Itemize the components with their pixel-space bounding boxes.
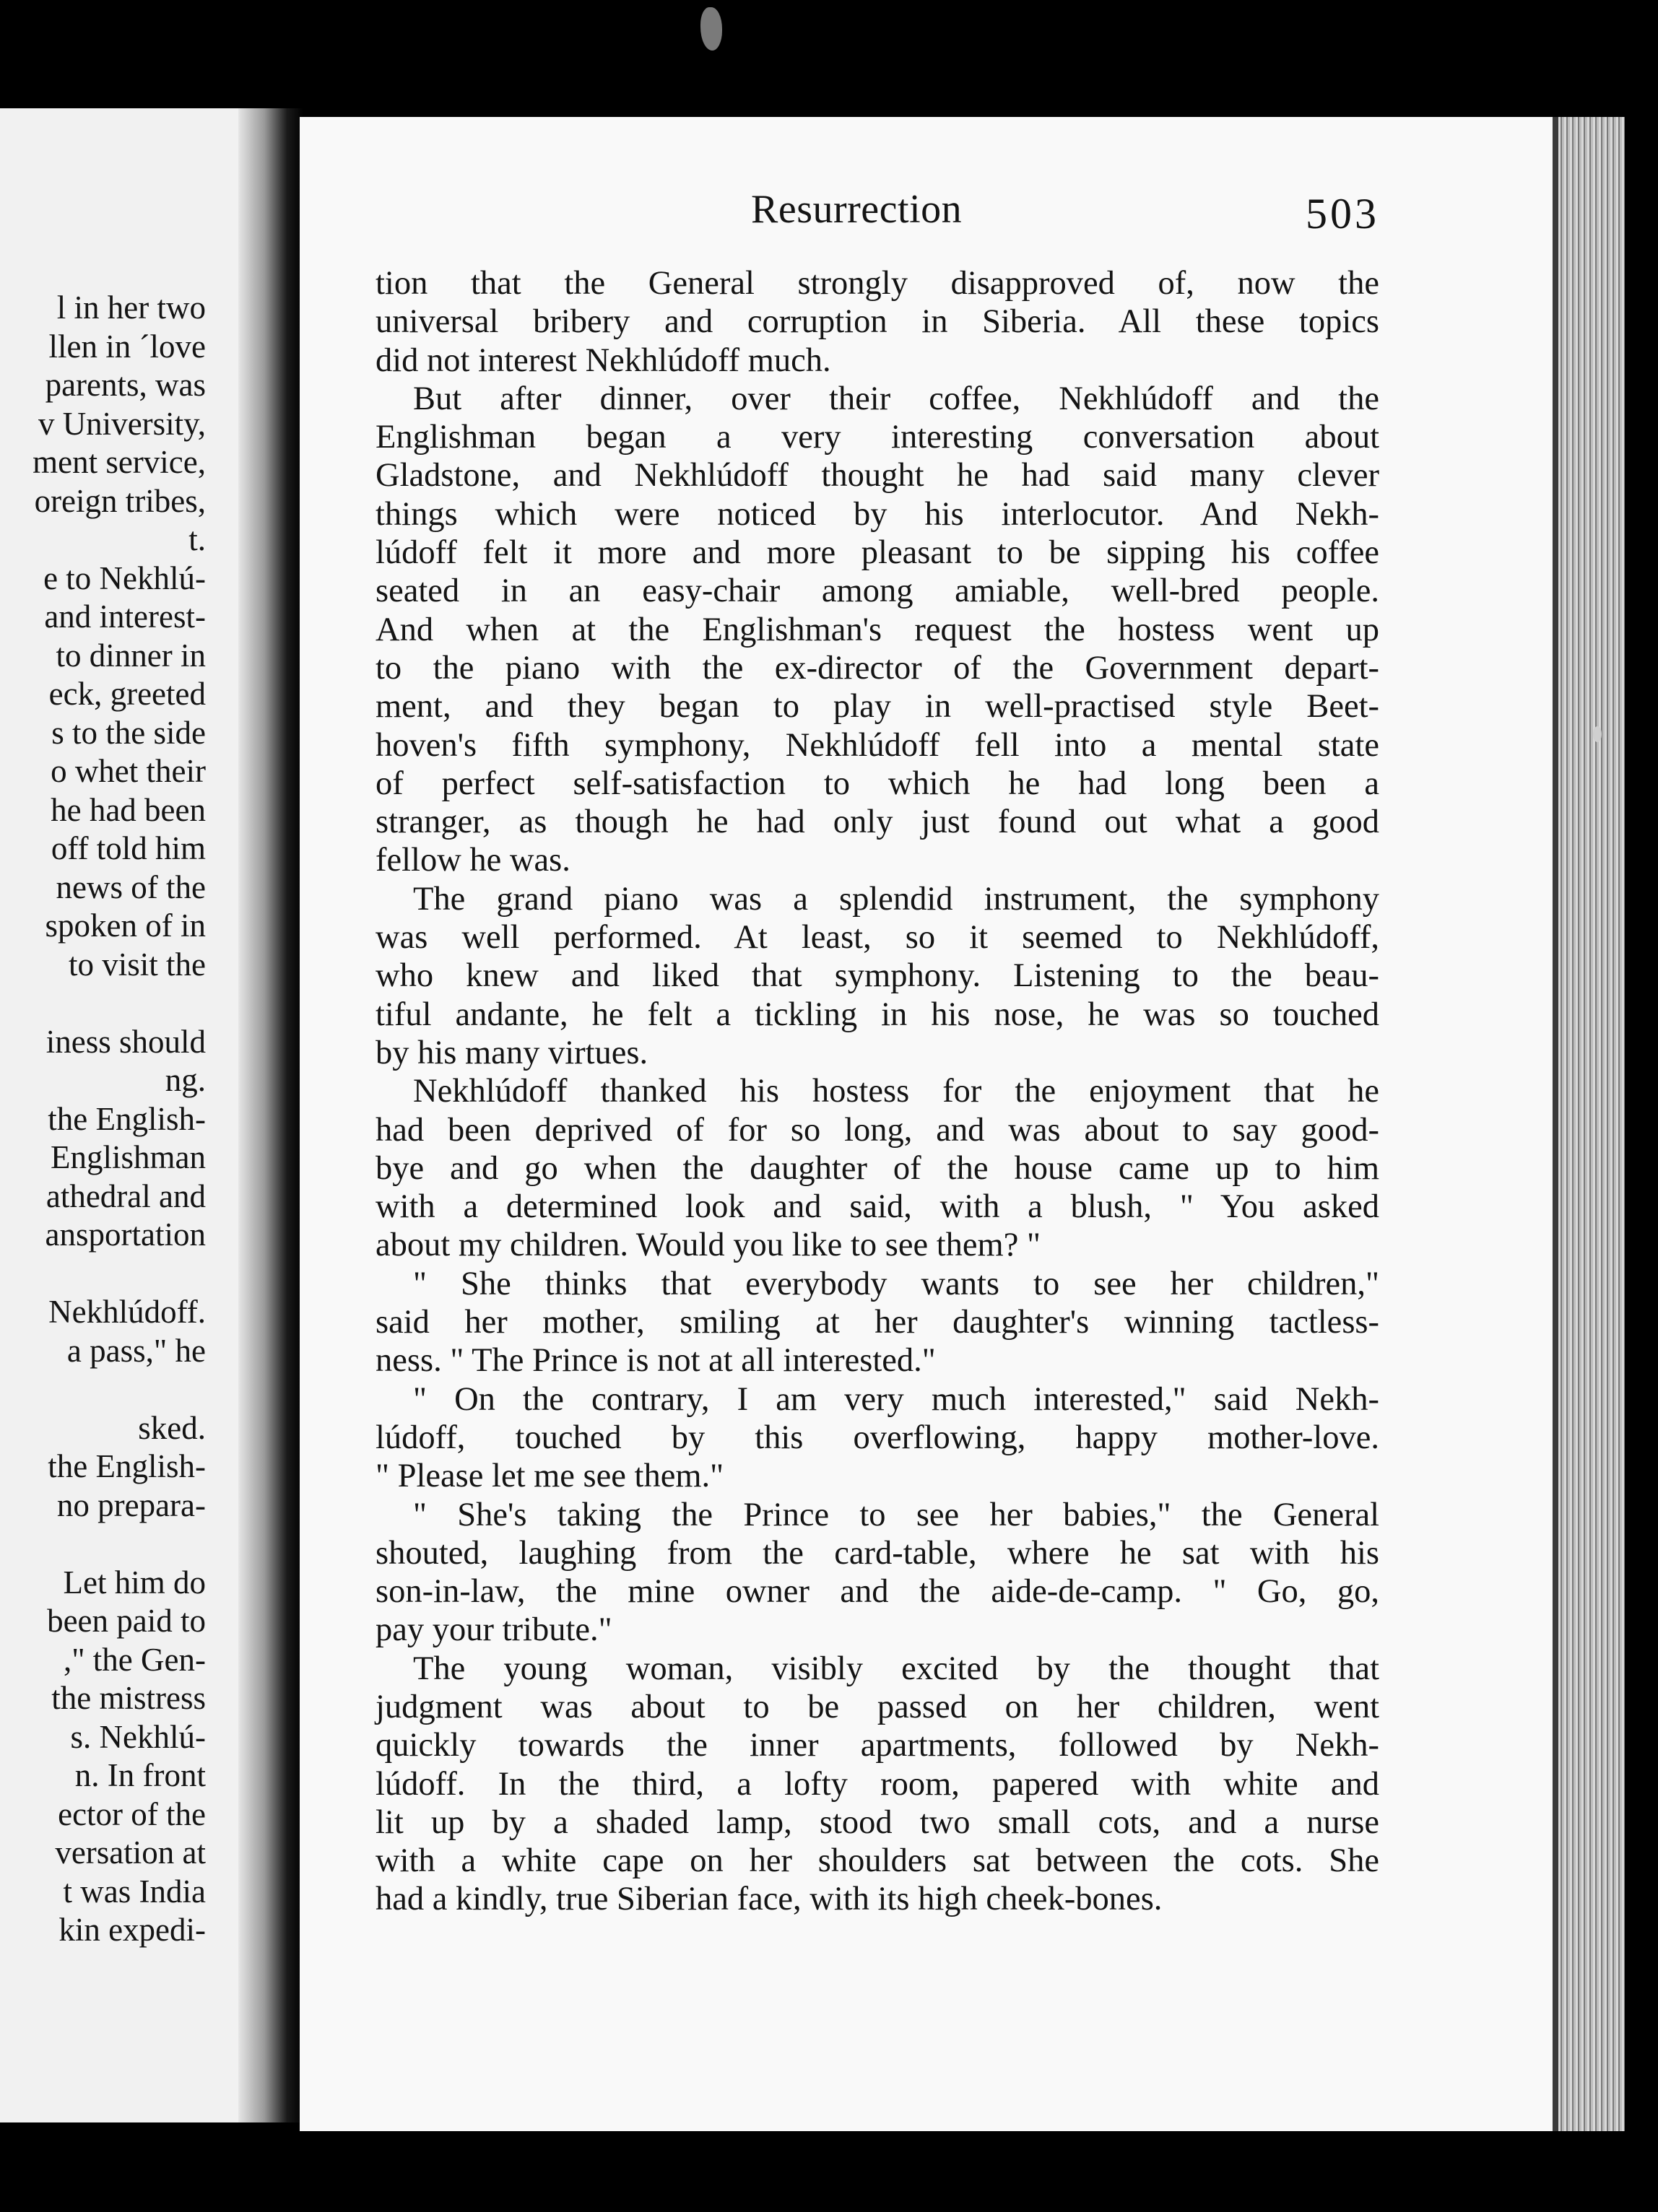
previous-page — [0, 108, 249, 2122]
text-line: to the piano with the ex-director of the Government depart- — [376, 649, 1379, 687]
text-line: with a white cape on her shoulders sat between the cots. She — [376, 1842, 1379, 1880]
previous-page-line: Englishman — [51, 1139, 206, 1175]
text-line: stranger, as though he had only just found out what a good — [376, 804, 1379, 841]
text-line: " On the contrary, I am very much interested," said Nekh- — [413, 1380, 1379, 1418]
text-line: son-in-law, the mine owner and the aide-de-camp. " Go, go, — [376, 1573, 1379, 1611]
text-line: tion that the General strongly disapproved of, now the — [376, 265, 1379, 302]
previous-page-line: llen in ˊlove — [48, 328, 206, 365]
previous-page-line: ng. — [165, 1062, 206, 1098]
text-line: said her mother, smiling at her daughter's winning tactless- — [376, 1304, 1379, 1341]
scan-speck — [700, 7, 722, 51]
previous-page-line — [0, 984, 206, 1023]
previous-page-line: t was India — [63, 1873, 206, 1910]
text-line: " Please let me see them." — [376, 1458, 724, 1495]
previous-page-line: spoken of in — [45, 907, 206, 944]
text-line: universal bribery and corruption in Siberia. All these topics — [376, 303, 1379, 341]
text-line: things which were noticed by his interlocutor. And Nekh- — [376, 495, 1379, 533]
previous-page-line: he had been — [51, 791, 206, 828]
previous-page-line: n. In front — [74, 1757, 206, 1793]
previous-page-line: been paid to — [47, 1603, 206, 1639]
previous-page-line: iness should — [45, 1023, 206, 1060]
text-line: The young woman, visibly excited by the thought that — [413, 1650, 1379, 1687]
page-number: 503 — [1306, 190, 1379, 238]
text-line: had been deprived of for so long, and was about to say good- — [376, 1111, 1379, 1149]
page-body-text — [376, 264, 1379, 1919]
previous-page-line: and interest- — [44, 598, 206, 635]
scan-speck — [1593, 726, 1602, 742]
previous-page-line: sked. — [138, 1409, 206, 1446]
previous-page-line: the mistress — [51, 1680, 206, 1716]
running-head: Resurrection — [751, 187, 963, 232]
text-line: shouted, laughing from the card-table, where he sat with his — [376, 1534, 1379, 1572]
previous-page-line: a pass," he — [66, 1332, 206, 1369]
text-line: lúdoff, touched by this overflowing, happy mother-love. — [376, 1419, 1379, 1456]
text-line: who knew and liked that symphony. Listening to the beau- — [376, 957, 1379, 995]
previous-page-line: ment service, — [32, 444, 206, 480]
previous-page-line: to visit the — [69, 946, 206, 983]
previous-page-line: eck, greeted — [48, 676, 206, 712]
text-line: Nekhlúdoff thanked his hostess for the enjoyment that he — [413, 1073, 1379, 1110]
previous-page-line: l in her two — [56, 289, 206, 326]
text-line: judgment was about to be passed on her children, went — [376, 1688, 1379, 1725]
text-line: And when at the Englishman's request the hostess went up — [376, 611, 1379, 648]
text-line: seated in an easy-chair among amiable, well-bred people. — [376, 572, 1379, 610]
previous-page-line: the English- — [48, 1100, 206, 1137]
previous-page-line: ansportation — [45, 1216, 206, 1253]
text-line: ment, and they began to play in well-practised style Beet- — [376, 688, 1379, 726]
previous-page-line: s. Nekhlú- — [70, 1718, 206, 1755]
previous-page-line: news of the — [56, 868, 206, 905]
previous-page-line: t. — [188, 521, 206, 557]
previous-page-line: to dinner in — [56, 637, 206, 674]
text-line: tiful andante, he felt a tickling in his nose, he was so touched — [376, 996, 1379, 1033]
previous-page-line: Nekhlúdoff. — [48, 1294, 206, 1330]
previous-page-line: athedral and — [45, 1177, 206, 1214]
previous-page-line: ," the Gen- — [63, 1641, 206, 1678]
previous-page-line: the English- — [48, 1448, 206, 1484]
previous-page-line: oreign tribes, — [34, 482, 206, 519]
text-line: But after dinner, over their coffee, Nekhlúdoff and the — [413, 380, 1379, 417]
text-line: about my children. Would you like to see them? " — [376, 1227, 1041, 1264]
text-line: quickly towards the inner apartments, followed by Nekh- — [376, 1727, 1379, 1764]
text-line: lit up by a shaded lamp, stood two small cots, and a nurse — [376, 1803, 1379, 1841]
text-line: did not interest Nekhlúdoff much. — [376, 341, 831, 379]
previous-page-line: parents, was — [45, 367, 206, 403]
text-line: by his many virtues. — [376, 1034, 648, 1071]
text-line: had a kindly, true Siberian face, with its high cheek-bones. — [376, 1881, 1163, 1918]
text-line: pay your tribute." — [376, 1611, 612, 1649]
previous-page-line: kin expedi- — [58, 1912, 206, 1948]
previous-page-line: ector of the — [58, 1795, 206, 1832]
text-line: " She's taking the Prince to see her babies," the General — [413, 1496, 1379, 1533]
text-line: lúdoff. In the third, a lofty room, papered with white and — [376, 1765, 1379, 1803]
text-line: " She thinks that everybody wants to see her children," — [413, 1265, 1379, 1302]
previous-page-line: no prepara- — [56, 1486, 206, 1523]
text-line: with a determined look and said, with a blush, " You asked — [376, 1188, 1379, 1226]
previous-page-line: e to Nekhlú- — [43, 559, 206, 596]
text-line: bye and go when the daughter of the house came up to him — [376, 1149, 1379, 1187]
previous-page-line — [0, 1255, 206, 1294]
text-line: of perfect self-satisfaction to which he had long been a — [376, 765, 1379, 802]
previous-page-text — [0, 289, 206, 1950]
previous-page-line: off told him — [51, 830, 206, 866]
text-line: fellow he was. — [376, 842, 570, 879]
text-line: ness. " The Prince is not at all interested." — [376, 1342, 936, 1380]
previous-page-line: v University, — [38, 405, 206, 442]
text-line: Gladstone, and Nekhlúdoff thought he had said many clever — [376, 457, 1379, 495]
previous-page-line — [0, 1525, 206, 1564]
previous-page-line: Let him do — [63, 1564, 206, 1601]
book-gutter — [238, 108, 303, 2122]
page-edges — [1558, 117, 1625, 2131]
previous-page-line: o whet their — [51, 753, 206, 789]
text-line: Englishman began a very interesting conversation about — [376, 419, 1379, 456]
text-line: The grand piano was a splendid instrument, the symphony — [413, 880, 1379, 918]
text-line: lúdoff felt it more and more pleasant to be sipping his coffee — [376, 534, 1379, 572]
text-line: hoven's fifth symphony, Nekhlúdoff fell into a mental state — [376, 726, 1379, 764]
previous-page-line — [0, 1370, 206, 1409]
previous-page-line: s to the side — [51, 714, 206, 751]
text-line: was well performed. At least, so it seemed to Nekhlúdoff, — [376, 919, 1379, 957]
previous-page-line: versation at — [55, 1834, 206, 1871]
